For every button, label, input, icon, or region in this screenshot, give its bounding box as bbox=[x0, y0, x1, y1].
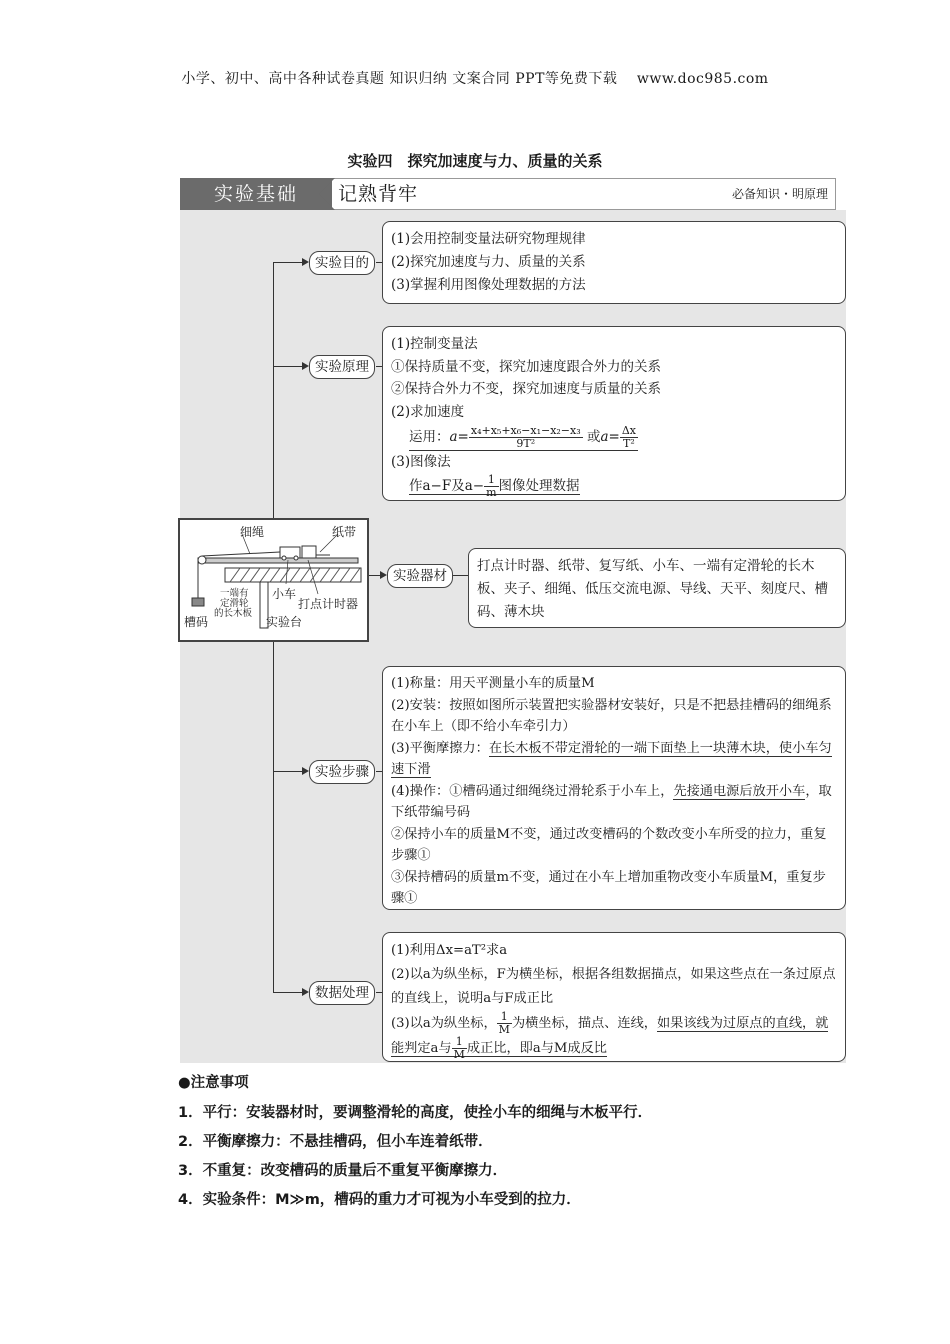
step-line bbox=[391, 781, 837, 824]
fraction-1 bbox=[469, 425, 583, 450]
principle-line: (2)求加速度 bbox=[391, 403, 465, 420]
banner-right-label: 记熟背牢 bbox=[338, 183, 419, 205]
data-box bbox=[382, 932, 846, 1062]
formula-underline: 运用：a= $\frac{\text{x₄+x₅+x₆−x₁−x₂−x₃}}{\text{9T²}}$ 或a= $\frac{\Delta x}{\text{T²}}$ bbox=[409, 424, 636, 450]
step-line: ②保持小车的质量M不变，通过改变槽码的个数改变小车所受的拉力，重复步骤① bbox=[391, 826, 827, 863]
principle-line: ②保持合外力不变，探究加速度与质量的关系 bbox=[391, 381, 661, 397]
arrow-icon bbox=[302, 767, 309, 775]
formula-a: a= bbox=[449, 429, 469, 445]
label-rope: 细绳 bbox=[240, 525, 265, 539]
principle-box bbox=[382, 326, 846, 501]
step-text: (3)平衡摩擦力： bbox=[391, 740, 489, 756]
label-weights: 槽码 bbox=[184, 615, 209, 629]
data-line bbox=[391, 1011, 837, 1061]
purpose-line: (1)会用控制变量法研究物理规律 bbox=[391, 231, 586, 247]
step-underline-text: 先接通电源后放开小车 bbox=[673, 783, 806, 799]
banner-tag: 必备知识・明原理 bbox=[731, 187, 828, 201]
equipment-box bbox=[468, 548, 846, 628]
formula-or: 或 bbox=[586, 429, 601, 445]
data-line: (1)利用Δx=aT²求a bbox=[391, 943, 508, 958]
step-line bbox=[391, 738, 837, 781]
apparatus-diagram bbox=[178, 518, 369, 642]
denominator: 9T² bbox=[516, 437, 536, 450]
step-line: (2)安装：按照如图所示装置把实验器材安装好，只是不把悬挂槽码的细绳系在小车上（即不给小车牵引力） bbox=[391, 697, 832, 734]
label-tape: 纸带 bbox=[332, 525, 357, 539]
equipment-text: 打点计时器、纸带、复写纸、小车、一端有定滑轮的长木板、夹子、细绳、低压交流电源、导线、天平、刻度尺、槽码、薄木块 bbox=[477, 558, 828, 620]
branch-line bbox=[273, 992, 303, 993]
label-timer: 打点计时器 bbox=[298, 597, 359, 611]
purpose-line: (3)掌握利用图像处理数据的方法 bbox=[391, 277, 586, 293]
step-text: ，取下纸带编号码 bbox=[391, 783, 832, 820]
note-item: 4．实验条件：M≫m，槽码的重力才可视为小车受到的拉力． bbox=[178, 1192, 581, 1208]
data-text: 为横坐标，描点、连线， bbox=[511, 1016, 657, 1031]
formula-prefix: 运用： bbox=[409, 429, 450, 445]
fraction-inv-M bbox=[497, 1011, 512, 1036]
arrow-icon bbox=[302, 988, 309, 996]
branch-line bbox=[273, 771, 303, 772]
label-principle: 实验原理 bbox=[309, 355, 375, 379]
denominator: m bbox=[486, 485, 497, 499]
label-purpose: 实验目的 bbox=[309, 251, 375, 275]
step-line: (1)称量：用天平测量小车的质量M bbox=[391, 676, 595, 691]
banner-arrow-icon bbox=[315, 178, 335, 210]
purpose-line: (2)探究加速度与力、质量的关系 bbox=[391, 254, 586, 270]
branch-line bbox=[273, 262, 303, 263]
fraction-inv-M-2 bbox=[452, 1036, 467, 1061]
arrow-icon bbox=[380, 571, 387, 579]
watermark-header: 小学、初中、高中各种试卷真题 知识归纳 文案合同 PPT等免费下载 www.doc985.com bbox=[181, 71, 769, 87]
note-item: 2．平衡摩擦力：不悬挂槽码，但小车连着纸带． bbox=[178, 1134, 493, 1150]
graph-method-line bbox=[391, 474, 837, 499]
denominator: M bbox=[498, 1023, 510, 1036]
label-equipment: 实验器材 bbox=[387, 564, 453, 588]
label-board-3: 的长木板 bbox=[214, 608, 253, 619]
graph-method-underline bbox=[409, 472, 580, 499]
numerator: x₄+x₅+x₆−x₁−x₂−x₃ bbox=[470, 424, 581, 437]
step-underline-text: 在长木板不带定滑轮的一端下面垫上一块薄木块，使小车匀速下滑 bbox=[391, 740, 832, 777]
data-text: 成正比，即a与M成反比 bbox=[466, 1041, 607, 1056]
graph-text: 作a−F及a− bbox=[409, 477, 485, 494]
apparatus-drawing bbox=[180, 520, 367, 640]
branch-line bbox=[273, 366, 303, 367]
principle-line: ①保持质量不变，探究加速度跟合外力的关系 bbox=[391, 358, 661, 375]
data-text: 如果该线为过原点的直线，就能判定a与 bbox=[391, 1016, 829, 1056]
denominator: M bbox=[453, 1048, 465, 1061]
label-board-2: 定滑轮 bbox=[220, 598, 249, 609]
numerator: 1 bbox=[484, 474, 498, 487]
numerator: 1 bbox=[452, 1036, 467, 1049]
step-line: ③保持槽码的质量m不变，通过在小车上增加重物改变小车质量M，重复步骤① bbox=[391, 869, 826, 906]
note-item: 1．平行：安装器材时，要调整滑轮的高度，使拴小车的细绳与木板平行． bbox=[178, 1105, 653, 1121]
step-text: (4)操作：①槽码通过细绳绕过滑轮系于小车上， bbox=[391, 783, 674, 799]
banner-left-label: 实验基础 bbox=[180, 178, 332, 210]
data-line: (2)以a为纵坐标，F为横坐标，根据各组数据描点，如果这些点在一条过原点的直线上，说明a与F成正比 bbox=[391, 967, 836, 1006]
acceleration-formula bbox=[391, 423, 837, 451]
note-item: 3．不重复：改变槽码的质量后不重复平衡摩擦力． bbox=[178, 1163, 508, 1179]
fraction-inv-m bbox=[484, 474, 498, 499]
steps-box bbox=[382, 666, 846, 910]
label-data: 数据处理 bbox=[309, 981, 375, 1005]
numerator: 1 bbox=[497, 1011, 512, 1024]
page-title: 实验四 探究加速度与力、质量的关系 bbox=[347, 152, 603, 170]
label-cart: 小车 bbox=[272, 587, 297, 601]
principle-line: (3)图像法 bbox=[391, 454, 451, 470]
purpose-box bbox=[382, 221, 846, 304]
principle-line: (1)控制变量法 bbox=[391, 336, 478, 352]
numerator: Δx bbox=[621, 424, 636, 437]
label-steps: 实验步骤 bbox=[309, 760, 375, 784]
notes-heading: ●注意事项 bbox=[178, 1075, 249, 1091]
graph-text: 图像处理数据 bbox=[498, 477, 580, 494]
label-board-1: 一端有 bbox=[220, 588, 249, 599]
fraction-2 bbox=[620, 425, 638, 450]
arrow-icon bbox=[302, 362, 309, 370]
denominator: T² bbox=[623, 437, 635, 450]
data-text: (3)以a为纵坐标， bbox=[391, 1016, 497, 1031]
section-banner bbox=[180, 178, 836, 210]
arrow-icon bbox=[302, 258, 309, 266]
label-table: 实验台 bbox=[266, 615, 303, 629]
